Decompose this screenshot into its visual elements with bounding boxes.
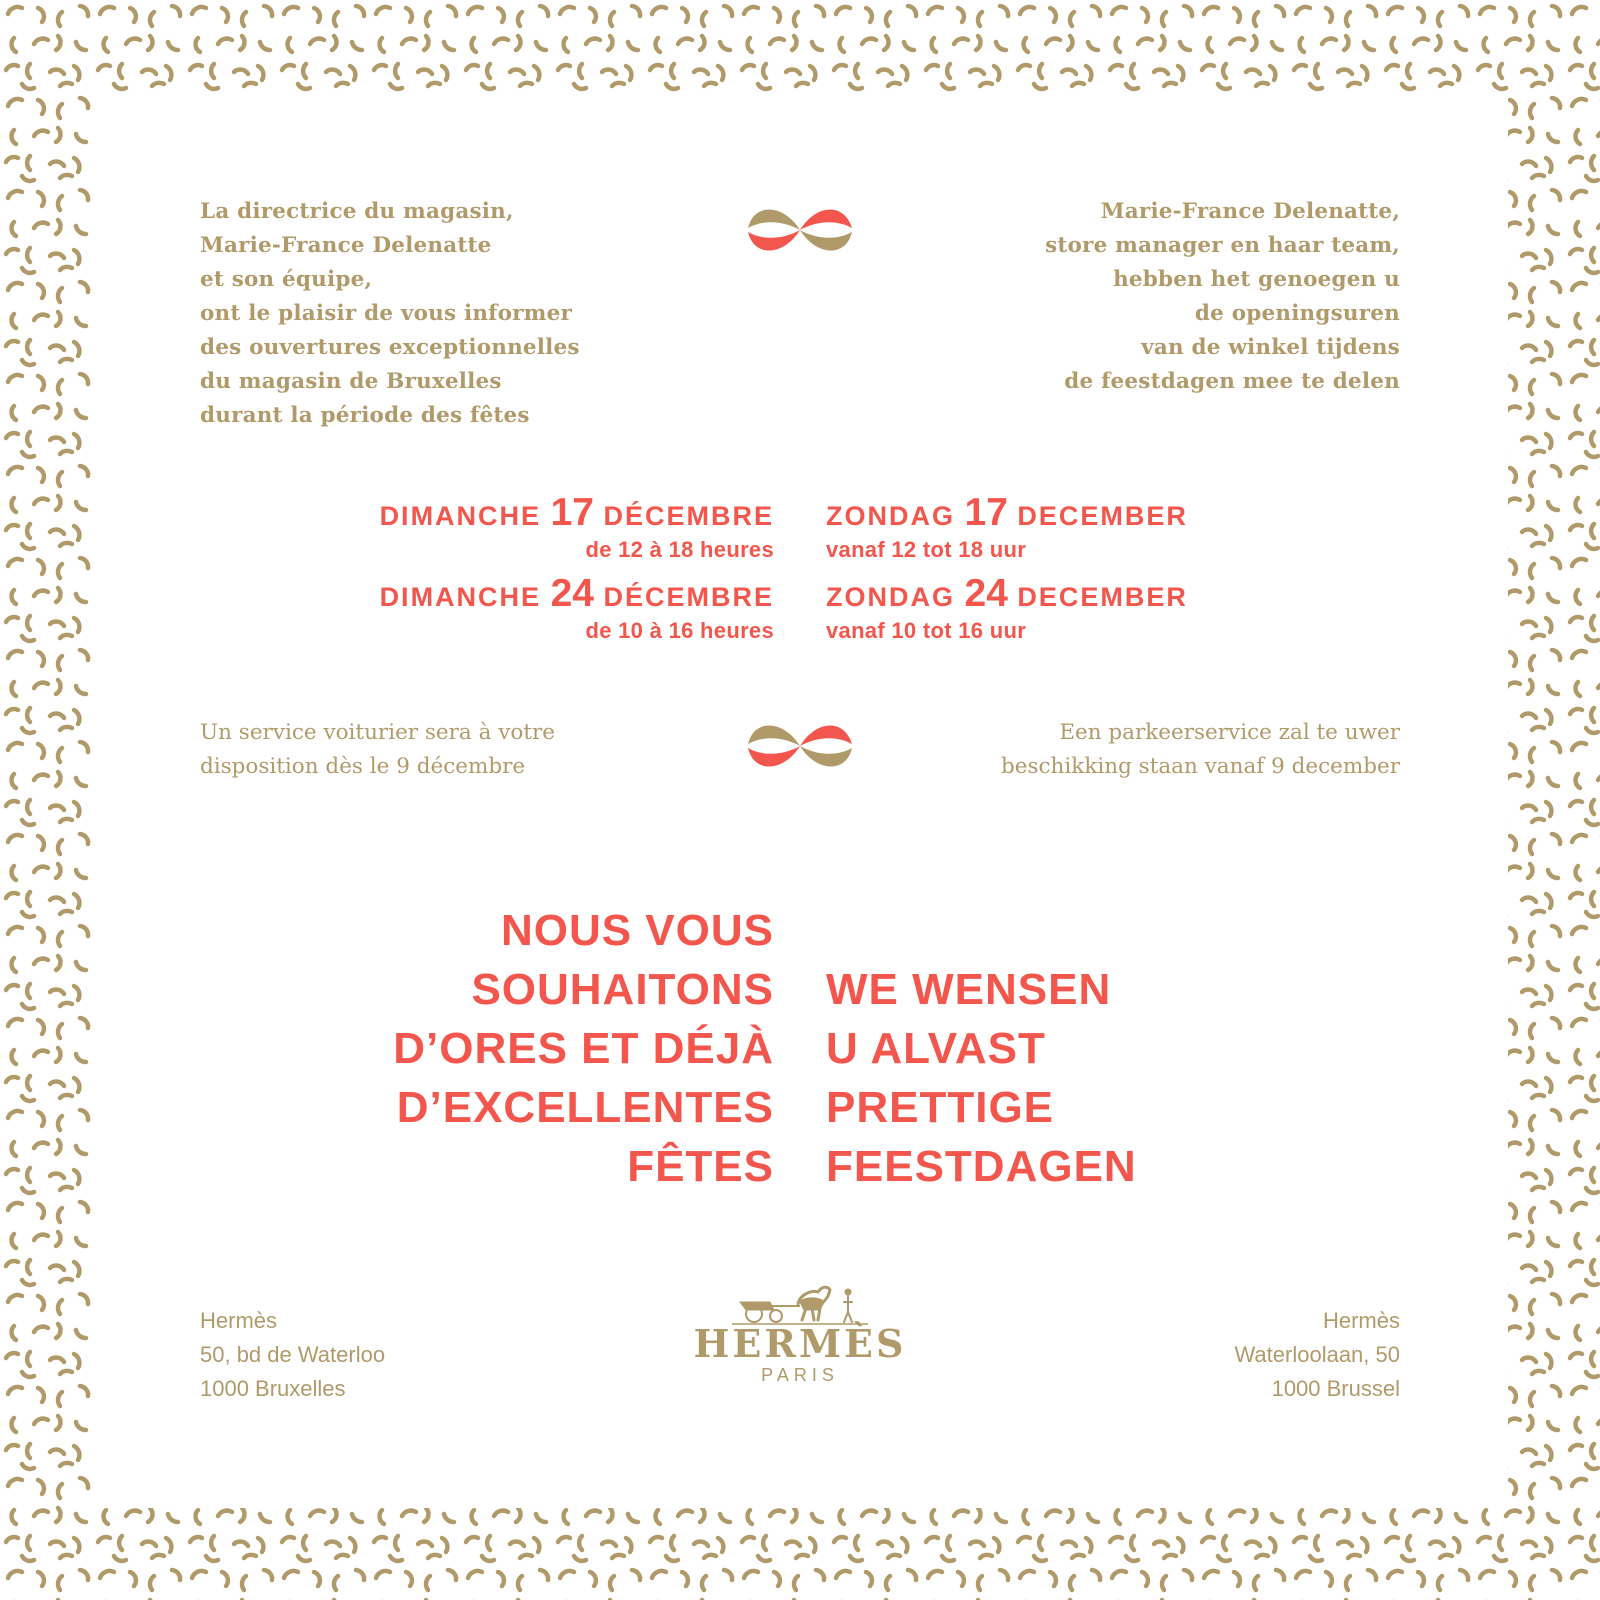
opening-day: DIMANCHE bbox=[379, 582, 542, 612]
opening-dates-fr bbox=[380, 492, 774, 654]
greeting-line: PRETTIGE bbox=[826, 1083, 1055, 1132]
valet-service-fr bbox=[200, 716, 555, 784]
infinity-knot-icon bbox=[744, 198, 856, 262]
brand-city: PARIS bbox=[761, 1365, 839, 1385]
opening-dates-nl bbox=[826, 492, 1188, 654]
opening-hours: vanaf 12 tot 18 uur bbox=[826, 537, 1027, 562]
intro-line: hebben het genoegen u bbox=[1113, 267, 1400, 292]
greeting-line: WE WENSEN bbox=[826, 965, 1112, 1014]
service-line: Een parkeerservice zal te uwer bbox=[1059, 720, 1400, 745]
service-line: disposition dès le 9 décembre bbox=[200, 754, 526, 779]
opening-month: DECEMBER bbox=[1017, 501, 1188, 531]
greeting-line: D’ORES ET DÉJÀ bbox=[393, 1024, 774, 1073]
intro-line: La directrice du magasin, bbox=[200, 199, 514, 224]
intro-line: du magasin de Bruxelles bbox=[200, 369, 502, 394]
infinity-knot-icon bbox=[744, 714, 856, 778]
intro-line: Marie-France Delenatte, bbox=[1100, 199, 1400, 224]
hermes-logo bbox=[680, 1280, 920, 1410]
intro-line: et son équipe, bbox=[200, 267, 373, 292]
store-address-fr bbox=[200, 1304, 385, 1406]
service-line: beschikking staan vanaf 9 december bbox=[1001, 754, 1400, 779]
address-line: Hermès bbox=[1322, 1308, 1400, 1333]
opening-date: 17 bbox=[964, 491, 1008, 534]
intro-line: store manager en haar team, bbox=[1045, 233, 1400, 258]
opening-month: DÉCEMBRE bbox=[603, 501, 774, 531]
opening-entry bbox=[380, 573, 774, 644]
greeting-line: NOUS VOUS bbox=[500, 906, 774, 955]
intro-line: de openingsuren bbox=[1194, 301, 1400, 326]
opening-date: 24 bbox=[964, 572, 1008, 615]
store-address-nl bbox=[1234, 1304, 1400, 1406]
opening-hours: vanaf 10 tot 16 uur bbox=[826, 618, 1027, 643]
intro-line: durant la période des fêtes bbox=[200, 403, 530, 428]
horse-carriage-icon bbox=[730, 1280, 870, 1326]
greeting-line: U ALVAST bbox=[826, 1024, 1046, 1073]
intro-line: van de winkel tijdens bbox=[1141, 335, 1400, 360]
greeting-line: SOUHAITONS bbox=[471, 965, 774, 1014]
opening-day: ZONDAG bbox=[826, 582, 955, 612]
address-line: 50, bd de Waterloo bbox=[200, 1342, 386, 1367]
opening-entry bbox=[826, 573, 1188, 644]
opening-month: DÉCEMBRE bbox=[603, 582, 774, 612]
opening-day: DIMANCHE bbox=[379, 501, 542, 531]
intro-line: de feestdagen mee te delen bbox=[1064, 369, 1400, 394]
season-greeting-fr bbox=[393, 901, 774, 1196]
greeting-line: D’EXCELLENTES bbox=[396, 1083, 774, 1132]
intro-text-fr bbox=[200, 195, 580, 433]
intro-line: Marie-France Delenatte bbox=[200, 233, 492, 258]
opening-hours: de 12 à 18 heures bbox=[585, 537, 774, 562]
season-greeting-nl bbox=[826, 960, 1137, 1196]
opening-month: DECEMBER bbox=[1017, 582, 1188, 612]
intro-text-nl bbox=[1045, 195, 1400, 399]
opening-hours: de 10 à 16 heures bbox=[585, 618, 774, 643]
valet-service-nl bbox=[1001, 716, 1400, 784]
address-line: Hermès bbox=[200, 1308, 278, 1333]
intro-line: des ouvertures exceptionnelles bbox=[200, 335, 580, 360]
address-line: 1000 Brussel bbox=[1271, 1376, 1400, 1401]
opening-date: 17 bbox=[550, 491, 594, 534]
opening-entry bbox=[380, 492, 774, 563]
opening-date: 24 bbox=[550, 572, 594, 615]
greeting-line: FÊTES bbox=[627, 1142, 774, 1191]
address-line: Waterloolaan, 50 bbox=[1234, 1342, 1400, 1367]
brand-name: HERMÈS bbox=[693, 1321, 907, 1366]
opening-day: ZONDAG bbox=[826, 501, 955, 531]
intro-line: ont le plaisir de vous informer bbox=[200, 301, 573, 326]
service-line: Un service voiturier sera à votre bbox=[200, 720, 555, 745]
address-line: 1000 Bruxelles bbox=[200, 1376, 346, 1401]
greeting-line: FEESTDAGEN bbox=[826, 1142, 1137, 1191]
opening-entry bbox=[826, 492, 1188, 563]
